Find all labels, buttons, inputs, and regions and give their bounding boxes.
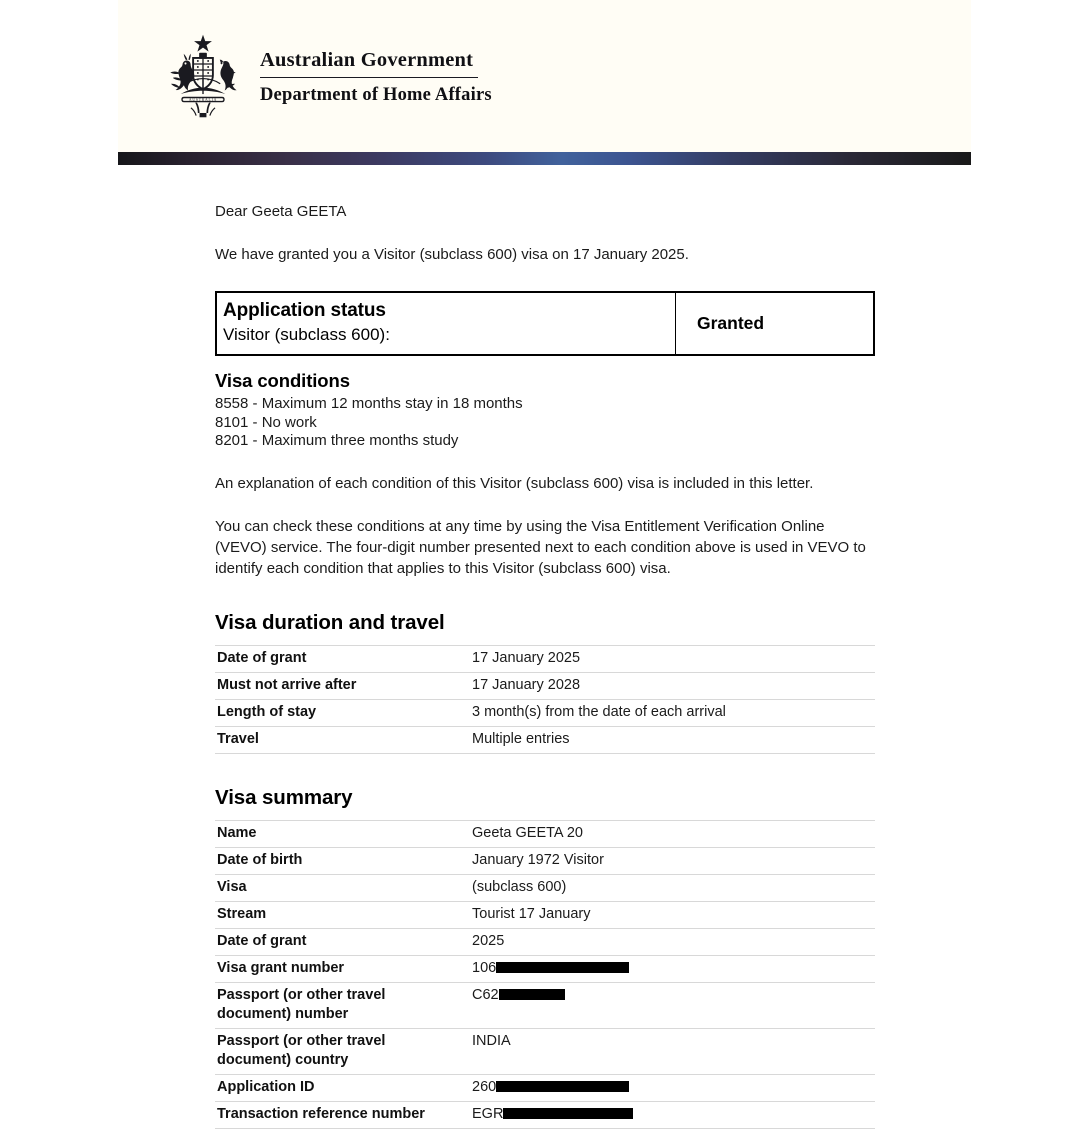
list-item: 8101 - No work <box>215 413 317 431</box>
application-status-subtitle: Visitor (subclass 600): <box>223 325 390 344</box>
row-value: January 1972 Visitor <box>472 851 604 868</box>
row-label: Visa grant number <box>217 959 345 976</box>
redaction-bar <box>496 1081 629 1092</box>
row-value-text: C62 <box>472 986 499 1003</box>
table-row <box>215 699 875 726</box>
row-value-text: 260 <box>472 1078 497 1095</box>
redaction-bar <box>496 962 629 973</box>
row-value-text: EGR <box>472 1105 504 1122</box>
row-value: 3 month(s) from the date of each arrival <box>472 703 726 720</box>
row-value <box>470 1074 875 1101</box>
application-status-title: Application status <box>223 300 386 321</box>
table-row <box>215 645 875 672</box>
row-value: Geeta GEETA 20 <box>472 824 583 841</box>
row-value: INDIA <box>472 1032 511 1049</box>
header-gradient-bar <box>118 152 971 165</box>
visa-summary-table <box>215 820 875 1129</box>
table-row <box>215 874 875 901</box>
row-value-text: 106 <box>472 959 497 976</box>
redaction-wrap <box>496 959 500 978</box>
row-label: Date of grant <box>217 649 307 666</box>
table-row <box>215 928 875 955</box>
vevo-note: You can check these conditions at any time by using the Visa Entitlement Verification Online (VEVO) service. The four-digit number presented next to each condition above is used in VEVO to identify each condition that applies to this Visitor (subclass 600) visa. <box>215 517 866 577</box>
visa-summary-heading: Visa summary <box>215 785 353 809</box>
letter-page <box>118 0 971 1122</box>
row-value <box>470 1101 875 1128</box>
visa-conditions-list <box>215 395 971 451</box>
row-label: Length of stay <box>217 703 317 720</box>
wordmark-divider <box>260 77 478 79</box>
table-row <box>215 847 875 874</box>
government-line: Australian Government <box>260 48 474 71</box>
row-label: Transaction reference number <box>217 1105 425 1122</box>
table-row <box>215 820 875 847</box>
australian-coat-of-arms-icon <box>160 32 246 120</box>
row-value <box>470 955 875 982</box>
visa-conditions-heading: Visa conditions <box>215 370 350 391</box>
row-value: (subclass 600) <box>472 878 567 895</box>
salutation: Dear Geeta GEETA <box>215 203 347 220</box>
row-label: Date of birth <box>217 851 303 868</box>
row-label: Stream <box>217 905 267 922</box>
row-label: Date of grant <box>217 932 307 949</box>
table-row <box>215 1028 875 1074</box>
intro-paragraph: We have granted you a Visitor (subclass 600) visa on 17 January 2025. <box>215 246 689 263</box>
redaction-wrap <box>496 1078 500 1097</box>
list-item: 8558 - Maximum 12 months stay in 18 months <box>215 395 523 412</box>
row-label: Name <box>217 824 257 841</box>
table-row <box>215 726 875 753</box>
row-value <box>470 982 875 1028</box>
row-label: Must not arrive after <box>217 676 357 693</box>
list-item: 8201 - Maximum three months study <box>215 432 459 449</box>
redaction-bar <box>499 989 565 1000</box>
table-row <box>215 1101 875 1128</box>
application-status-box <box>215 291 875 356</box>
row-value: 2025 <box>472 932 505 949</box>
branding-lockup <box>160 32 492 120</box>
row-label: Visa <box>217 878 247 895</box>
row-label: Travel <box>217 730 259 747</box>
row-value: Tourist 17 January <box>472 905 591 922</box>
status-badge: Granted <box>697 313 765 333</box>
conditions-explanation: An explanation of each condition of this Visitor (subclass 600) visa is included in this letter. <box>215 474 814 492</box>
redaction-bar <box>503 1108 633 1119</box>
table-row <box>215 1074 875 1101</box>
table-row <box>215 955 875 982</box>
visa-duration-heading: Visa duration and travel <box>215 610 445 634</box>
row-value: 17 January 2028 <box>472 676 581 693</box>
wordmark <box>260 45 492 108</box>
row-value: 17 January 2025 <box>472 649 581 666</box>
row-value: Multiple entries <box>472 730 570 747</box>
application-status-value-cell <box>676 293 873 354</box>
row-label: Passport (or other travel document) country <box>217 1032 386 1068</box>
table-row <box>215 982 875 1028</box>
letterhead <box>118 0 971 152</box>
redaction-wrap <box>499 986 503 1005</box>
svg-text:AUSTRALIA: AUSTRALIA <box>188 98 218 103</box>
department-line: Department of Home Affairs <box>260 85 492 106</box>
row-label: Passport (or other travel document) number <box>217 986 386 1022</box>
table-row <box>215 672 875 699</box>
application-status-labels <box>217 293 676 354</box>
letter-body <box>118 165 971 1129</box>
redaction-wrap <box>503 1105 507 1124</box>
table-row <box>215 901 875 928</box>
visa-duration-table <box>215 645 875 754</box>
row-label: Application ID <box>217 1078 315 1095</box>
